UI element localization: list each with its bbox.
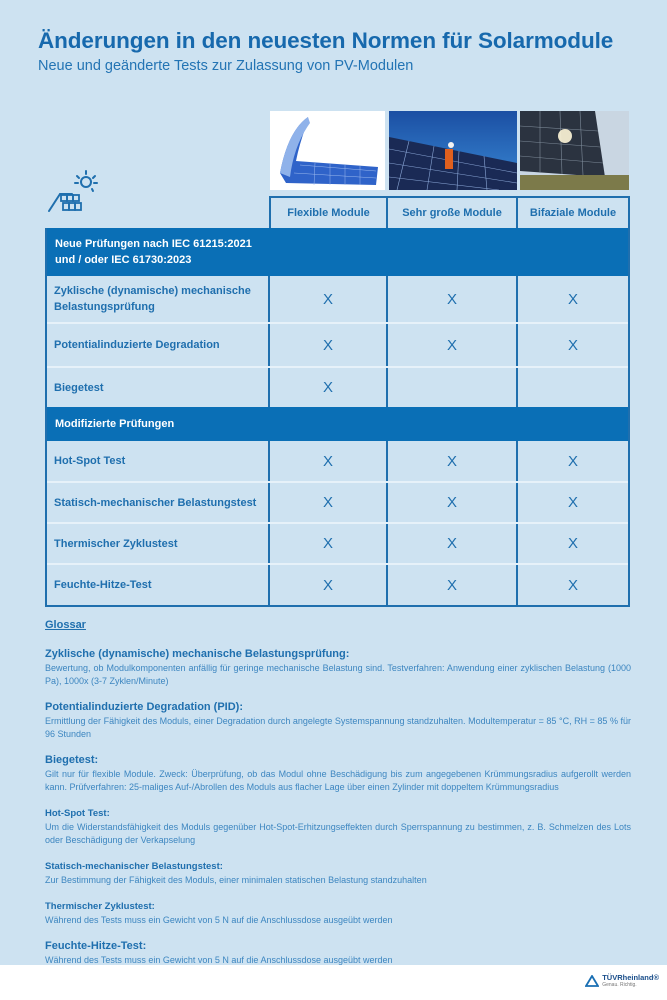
page-subtitle: Neue und geänderte Tests zur Zulassung von PV-Modulen	[38, 58, 414, 74]
table-row	[47, 563, 628, 605]
flexible-module-photo	[270, 111, 385, 190]
row-label: Feuchte-Hitze-Test	[47, 565, 270, 605]
row-label: Potentialinduzierte Degradation	[47, 324, 270, 366]
table-row	[47, 522, 628, 563]
column-header-flexible: Flexible Module	[269, 196, 388, 228]
check-mark: X	[270, 483, 388, 522]
check-mark: X	[567, 535, 578, 552]
check-mark: X	[567, 336, 578, 354]
glossary-term: Potentialinduzierte Degradation (PID):	[45, 701, 244, 713]
row-label: Zyklische (dynamische) mechanische Belastungsprüfung	[47, 276, 270, 322]
section-header-new-tests	[47, 228, 628, 276]
row-label: Thermischer Zyklustest	[47, 524, 270, 563]
check-mark: X	[388, 324, 518, 366]
glossary-entry	[45, 700, 631, 741]
glossary-term: Statisch-mechanischer Belastungstest:	[45, 861, 223, 872]
section-title-line2: und / oder IEC 61730:2023	[55, 254, 192, 266]
check-mark: X	[567, 494, 578, 511]
tuv-logo	[585, 973, 659, 988]
glossary-desc: Während des Tests muss ein Gewicht von 5 N auf die Anschlussdose ausgeübt werden	[45, 955, 393, 965]
check-mark: X	[388, 483, 518, 522]
glossary-entry	[45, 753, 631, 794]
check-mark: X	[270, 368, 388, 407]
table-row	[47, 481, 628, 522]
glossary-term: Feuchte-Hitze-Test:	[45, 940, 147, 952]
check-mark: X	[270, 324, 388, 366]
check-mark: X	[270, 441, 388, 481]
check-mark	[388, 368, 518, 407]
check-mark: X	[388, 524, 518, 563]
glossary-entry	[45, 647, 631, 688]
column-header-bifacial: Bifaziale Module	[516, 196, 630, 228]
footer	[0, 965, 667, 1000]
check-mark: X	[567, 452, 578, 470]
glossary	[45, 619, 631, 979]
glossary-desc: Während des Tests muss ein Gewicht von 5 N auf die Anschlussdose ausgeübt werden	[45, 915, 393, 925]
row-label: Hot-Spot Test	[47, 441, 270, 481]
glossary-desc: Um die Widerstandsfähigkeit des Moduls gegenüber Hot-Spot-Erhitzungseffekten durch Sperrspannung zu bestimmen, z. B. Schmelzen des Lots oder Beschädigung der Verkapselung	[45, 822, 631, 845]
check-mark: X	[388, 276, 518, 322]
row-label: Statisch-mechanischer Belastungstest	[47, 483, 270, 522]
glossary-title: Glossar	[45, 619, 86, 631]
bifacial-module-photo	[520, 111, 629, 190]
table-row	[47, 366, 628, 407]
comparison-table	[45, 228, 630, 607]
check-mark: X	[270, 276, 388, 322]
section-title-line1: Neue Prüfungen nach IEC 61215:2021	[55, 238, 252, 250]
large-module-photo	[389, 111, 517, 190]
table-row	[47, 322, 628, 366]
glossary-entry	[45, 859, 631, 887]
check-mark: X	[388, 565, 518, 605]
glossary-entry	[45, 939, 631, 967]
tuv-slogan: Genau. Richtig.	[602, 982, 637, 988]
table-row	[47, 276, 628, 322]
tuv-brand: TÜVRheinland®	[602, 973, 659, 982]
glossary-term: Thermischer Zyklustest:	[45, 901, 155, 912]
section-header-modified-tests: Modifizierte Prüfungen	[47, 407, 628, 441]
solar-roof-sun-icon	[46, 168, 102, 214]
glossary-term: Hot-Spot Test:	[45, 808, 110, 819]
table-row	[47, 441, 628, 481]
check-mark: X	[567, 576, 578, 594]
check-mark	[518, 368, 628, 407]
glossary-term: Zyklische (dynamische) mechanische Belastungsprüfung:	[45, 648, 350, 660]
column-header-large: Sehr große Module	[386, 196, 518, 228]
check-mark: X	[388, 441, 518, 481]
glossary-desc: Bewertung, ob Modulkomponenten anfällig für geringe mechanische Belastung sind. Testverfahren: Anwendung einer zyklischen Belastung (1000 Pa), 1000x (3-7 Zyklen/Minute)	[45, 663, 631, 686]
tuv-triangle-icon	[585, 975, 599, 987]
check-mark: X	[270, 565, 388, 605]
row-label: Biegetest	[47, 368, 270, 407]
page-title: Änderungen in den neuesten Normen für Solarmodule	[38, 28, 614, 53]
glossary-desc: Zur Bestimmung der Fähigkeit des Moduls, einer minimalen statischen Belastung standzuhalten	[45, 875, 427, 885]
glossary-entry	[45, 899, 631, 927]
check-mark: X	[567, 290, 578, 308]
glossary-desc: Gilt nur für flexible Module. Zweck: Überprüfung, ob das Modul ohne Beschädigung bis zum angegebenen Krümmungsradius aufgerollt werden kann. Prüfverfahren: 25-maliges Auf-/Abrollen des Moduls aus flacher Lage über einen Zylinder mit doppeltem Krümmungsradius	[45, 769, 631, 792]
glossary-desc: Ermittlung der Fähigkeit des Moduls, einer Degradation durch angelegte Systemspannung standzuhalten. Modultemperatur = 85 °C, RH = 85 % für 96 Stunden	[45, 716, 631, 739]
glossary-term: Biegetest:	[45, 754, 99, 766]
check-mark: X	[270, 524, 388, 563]
glossary-entry	[45, 806, 631, 847]
